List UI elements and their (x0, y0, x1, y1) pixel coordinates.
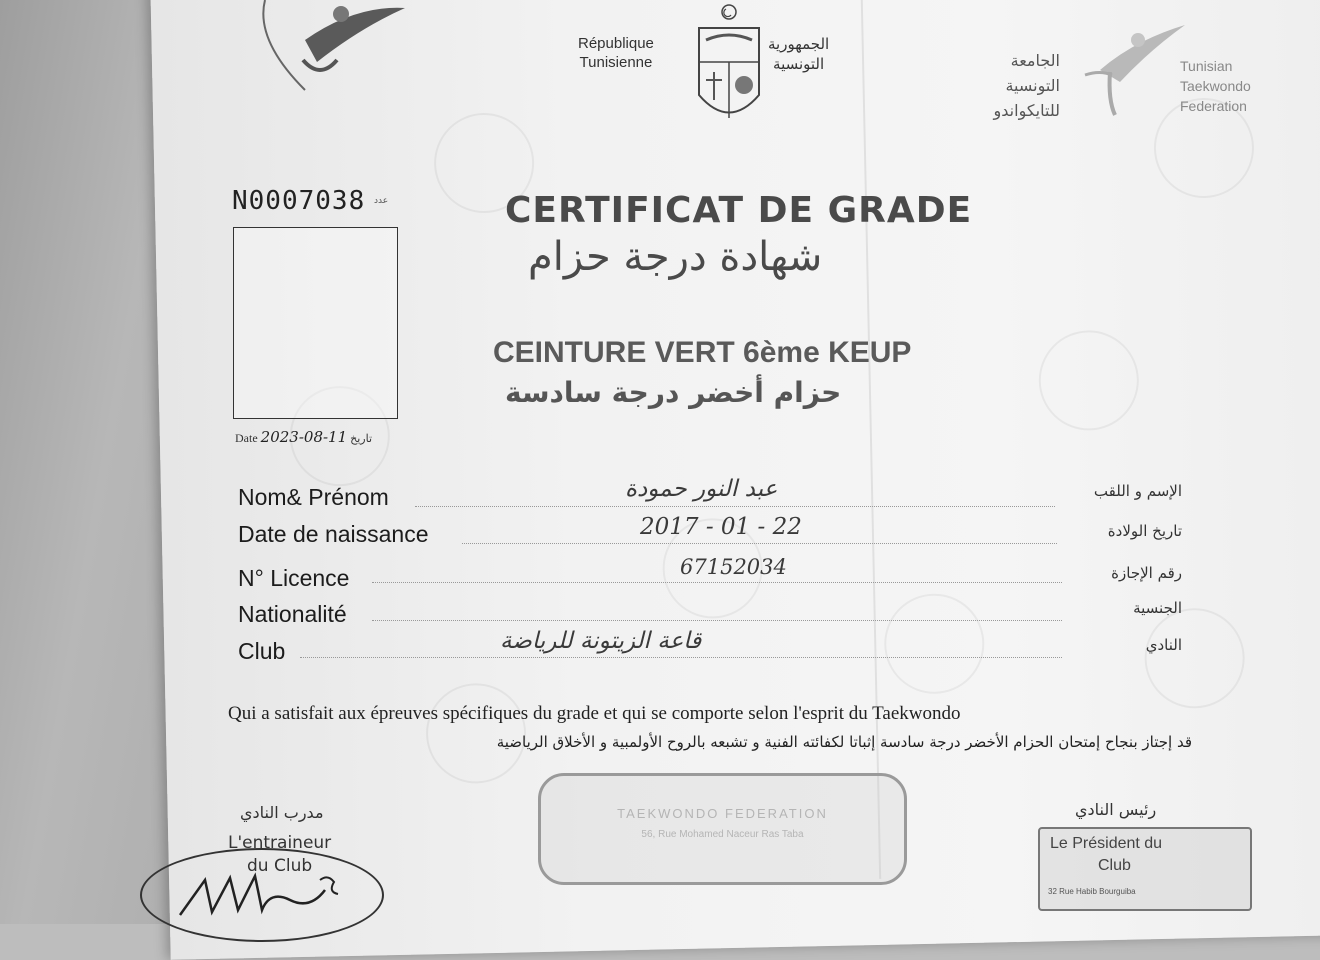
federation-stamp (538, 773, 907, 885)
declaration-ar: قد إجتاز بنجاح إمتحان الحزام الأخضر درجة سادسة إثباتا لكفائته الفنية و تشبعه بالروح الأولمبية و الأخلاق الرياضية (496, 733, 1192, 751)
federation-stamp-address: 56, Rue Mohamed Naceur Ras Taba (641, 829, 804, 840)
licence-label: N° Licence (238, 565, 350, 591)
club-dotted-line (300, 657, 1062, 658)
republic-name-fr: République Tunisienne (578, 35, 654, 71)
issue-date (235, 428, 372, 446)
licence-value: 67152034 (680, 555, 787, 579)
certificate-title-fr: CERTIFICAT DE GRADE (505, 190, 973, 231)
watermark-logo (883, 593, 985, 695)
federation-stamp-name: TAEKWONDO FEDERATION (617, 806, 828, 821)
belt-grade-fr: CEINTURE VERT 6ème KEUP (493, 336, 912, 369)
issue-date-value: 2023-08-11 (260, 428, 348, 446)
belt-grade-ar: حزام أخضر درجة سادسة (505, 376, 842, 409)
club-stamp-line1: Le Président du (1050, 835, 1163, 852)
birthdate-label: Date de naissance (238, 521, 429, 547)
certificate-title-ar: شهادة درجة حزام (528, 234, 823, 280)
republic-name-ar: الجمهورية التونسية (768, 35, 830, 73)
world-taekwondo-logo (245, 0, 415, 95)
president-label-ar: رئيس النادي (1075, 800, 1157, 819)
club-label-ar: النادي (1145, 636, 1182, 654)
coach-label-fr: L'entraineur du Club (228, 833, 332, 876)
photo-box (233, 227, 398, 419)
nationality-dotted-line (372, 620, 1062, 621)
club-stamp-line2: Club (1098, 857, 1131, 874)
nationality-label: Nationalité (238, 601, 347, 627)
issue-date-label-ar: تاريخ (350, 433, 373, 445)
declaration-fr: Qui a satisfait aux épreuves spécifiques du grade et qui se comporte selon l'esprit du Taekwondo (228, 703, 961, 724)
name-label-ar: الإسم و اللقب (1093, 482, 1182, 500)
name-dotted-line (415, 506, 1055, 507)
tunisia-coat-of-arms (684, 0, 774, 140)
watermark-logo (1038, 329, 1140, 431)
watermark-logo (1144, 607, 1246, 709)
birthdate-label-ar: تاريخ الولادة (1107, 522, 1182, 540)
coach-label-ar: مدرب النادي (240, 803, 324, 822)
federation-name-en: Tunisian Taekwondo Federation (1180, 58, 1251, 114)
nationality-label-ar: الجنسية (1133, 599, 1182, 617)
licence-dotted-line (372, 582, 1062, 583)
tunisian-taekwondo-federation-logo (1080, 20, 1190, 120)
club-value: قاعة الزيتونة للرياضة (500, 628, 702, 654)
coach-signature (150, 850, 380, 924)
name-label: Nom& Prénom (238, 484, 389, 510)
birthdate-dotted-line (462, 543, 1057, 544)
club-stamp-address: 32 Rue Habib Bourguiba (1048, 887, 1136, 896)
serial-label-ar: عدد (374, 196, 389, 206)
licence-label-ar: رقم الإجازة (1111, 564, 1182, 582)
club-president-stamp (1038, 827, 1252, 911)
issue-date-label: Date (235, 431, 258, 445)
certificate-serial-number: N0007038 (232, 186, 366, 216)
name-value: عبد النور حمودة (625, 476, 778, 502)
club-label: Club (238, 638, 286, 664)
birthdate-value: 2017 - 01 - 22 (640, 514, 802, 540)
federation-name-ar: الجامعة التونسية للتايكواندو (993, 51, 1060, 120)
